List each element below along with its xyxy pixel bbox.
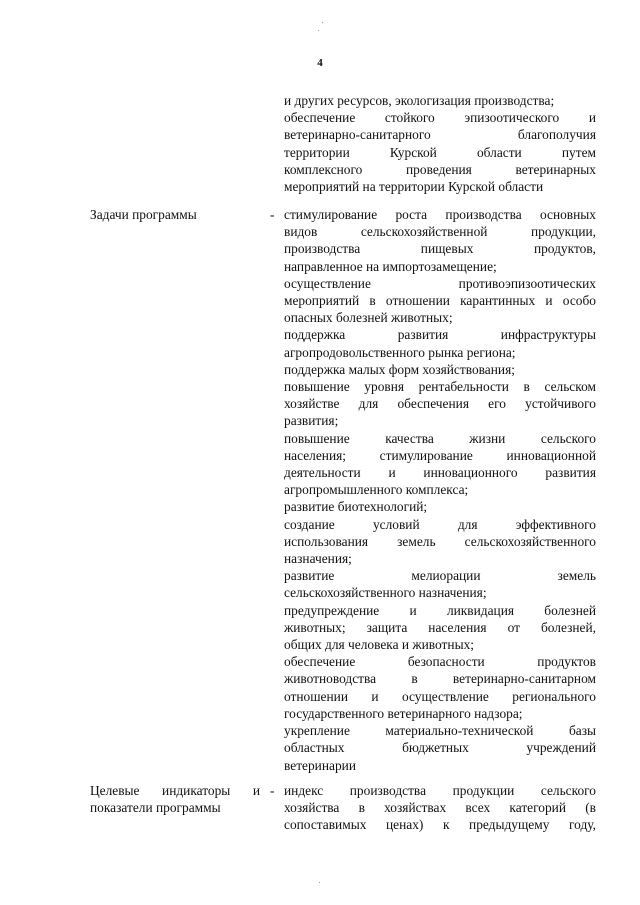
task-line: использования земель сельскохозяйственного bbox=[284, 533, 596, 549]
task-line: животных; защита населения от болезней, bbox=[284, 619, 596, 635]
indicator-line: индекс производства продукции сельского bbox=[284, 783, 596, 798]
indicators-label bbox=[90, 782, 260, 816]
task-line: мероприятий в отношении карантинных и особо bbox=[284, 293, 596, 309]
task-line: агропромышленного комплекса; bbox=[284, 482, 469, 498]
task-line: направленное на импортозамещение; bbox=[284, 258, 497, 274]
continuation-line: мероприятий на территории Курской области bbox=[284, 179, 544, 195]
task-line: животноводства в ветеринарно-санитарном bbox=[284, 671, 596, 687]
task-line: предупреждение и ликвидация болезней bbox=[284, 602, 596, 618]
task-line: производства пищевых продуктов, bbox=[284, 241, 596, 257]
tasks-text bbox=[284, 206, 596, 774]
continuation-line: и других ресурсов, экологизация производства; bbox=[284, 93, 555, 108]
page-number: 4 bbox=[317, 57, 323, 69]
task-line: создание условий для эффективного bbox=[284, 516, 596, 532]
task-line: поддержка развития инфраструктуры bbox=[284, 327, 596, 343]
task-line: агропродовольственного рынка региона; bbox=[284, 344, 516, 360]
tasks-label-line: Задачи программы bbox=[90, 207, 197, 222]
continuation-line: территории Курской области путем bbox=[284, 144, 596, 160]
task-line: укрепление материально-технической базы bbox=[284, 723, 596, 739]
task-line: видов сельскохозяйственной продукции, bbox=[284, 224, 596, 240]
indicators-label-line: показатели программы bbox=[90, 800, 221, 816]
task-line: деятельности и инновационного развития bbox=[284, 465, 596, 481]
task-line: областных бюджетных учреждений bbox=[284, 740, 596, 756]
task-line: обеспечение безопасности продуктов bbox=[284, 654, 596, 670]
task-line: стимулирование роста производства основных bbox=[284, 207, 596, 222]
tasks-dash: - bbox=[270, 207, 275, 222]
task-line: развития; bbox=[284, 413, 339, 429]
indicators-text bbox=[284, 782, 596, 834]
continuation-block bbox=[284, 92, 596, 195]
tasks-label bbox=[90, 206, 260, 223]
continuation-line: ветеринарно-санитарного благополучия bbox=[284, 127, 596, 143]
task-line: сельскохозяйственного назначения; bbox=[284, 585, 487, 601]
task-line: опасных болезней животных; bbox=[284, 310, 453, 326]
indicator-line: сопоставимых ценах) к предыдущему году, bbox=[284, 817, 596, 833]
task-line: отношении и осуществление регионального bbox=[284, 688, 596, 704]
continuation-line: обеспечение стойкого эпизоотического и bbox=[284, 110, 596, 126]
task-line: общих для человека и животных; bbox=[284, 637, 474, 653]
scan-speck bbox=[318, 30, 319, 31]
task-line: повышение качества жизни сельского bbox=[284, 430, 596, 446]
task-line: хозяйстве для обеспечения его устойчивого bbox=[284, 396, 596, 412]
indicator-line: хозяйства в хозяйствах всех категорий (в bbox=[284, 800, 596, 816]
scan-speck bbox=[322, 22, 323, 23]
task-line: населения; стимулирование инновационной bbox=[284, 447, 596, 463]
continuation-line: комплексного проведения ветеринарных bbox=[284, 161, 596, 177]
task-line: повышение уровня рентабельности в сельском bbox=[284, 379, 596, 395]
task-line: поддержка малых форм хозяйствования; bbox=[284, 361, 515, 377]
indicators-label-line: Целевые индикаторы и bbox=[90, 783, 260, 798]
indicators-dash: - bbox=[270, 783, 275, 798]
task-line: назначения; bbox=[284, 551, 352, 567]
task-line: развитие мелиорации земель bbox=[284, 568, 596, 584]
task-line: развитие биотехнологий; bbox=[284, 499, 428, 515]
scan-speck bbox=[319, 882, 320, 883]
task-line: ветеринарии bbox=[284, 757, 356, 773]
task-line: осуществление противоэпизоотических bbox=[284, 275, 596, 291]
task-line: государственного ветеринарного надзора; bbox=[284, 705, 523, 721]
